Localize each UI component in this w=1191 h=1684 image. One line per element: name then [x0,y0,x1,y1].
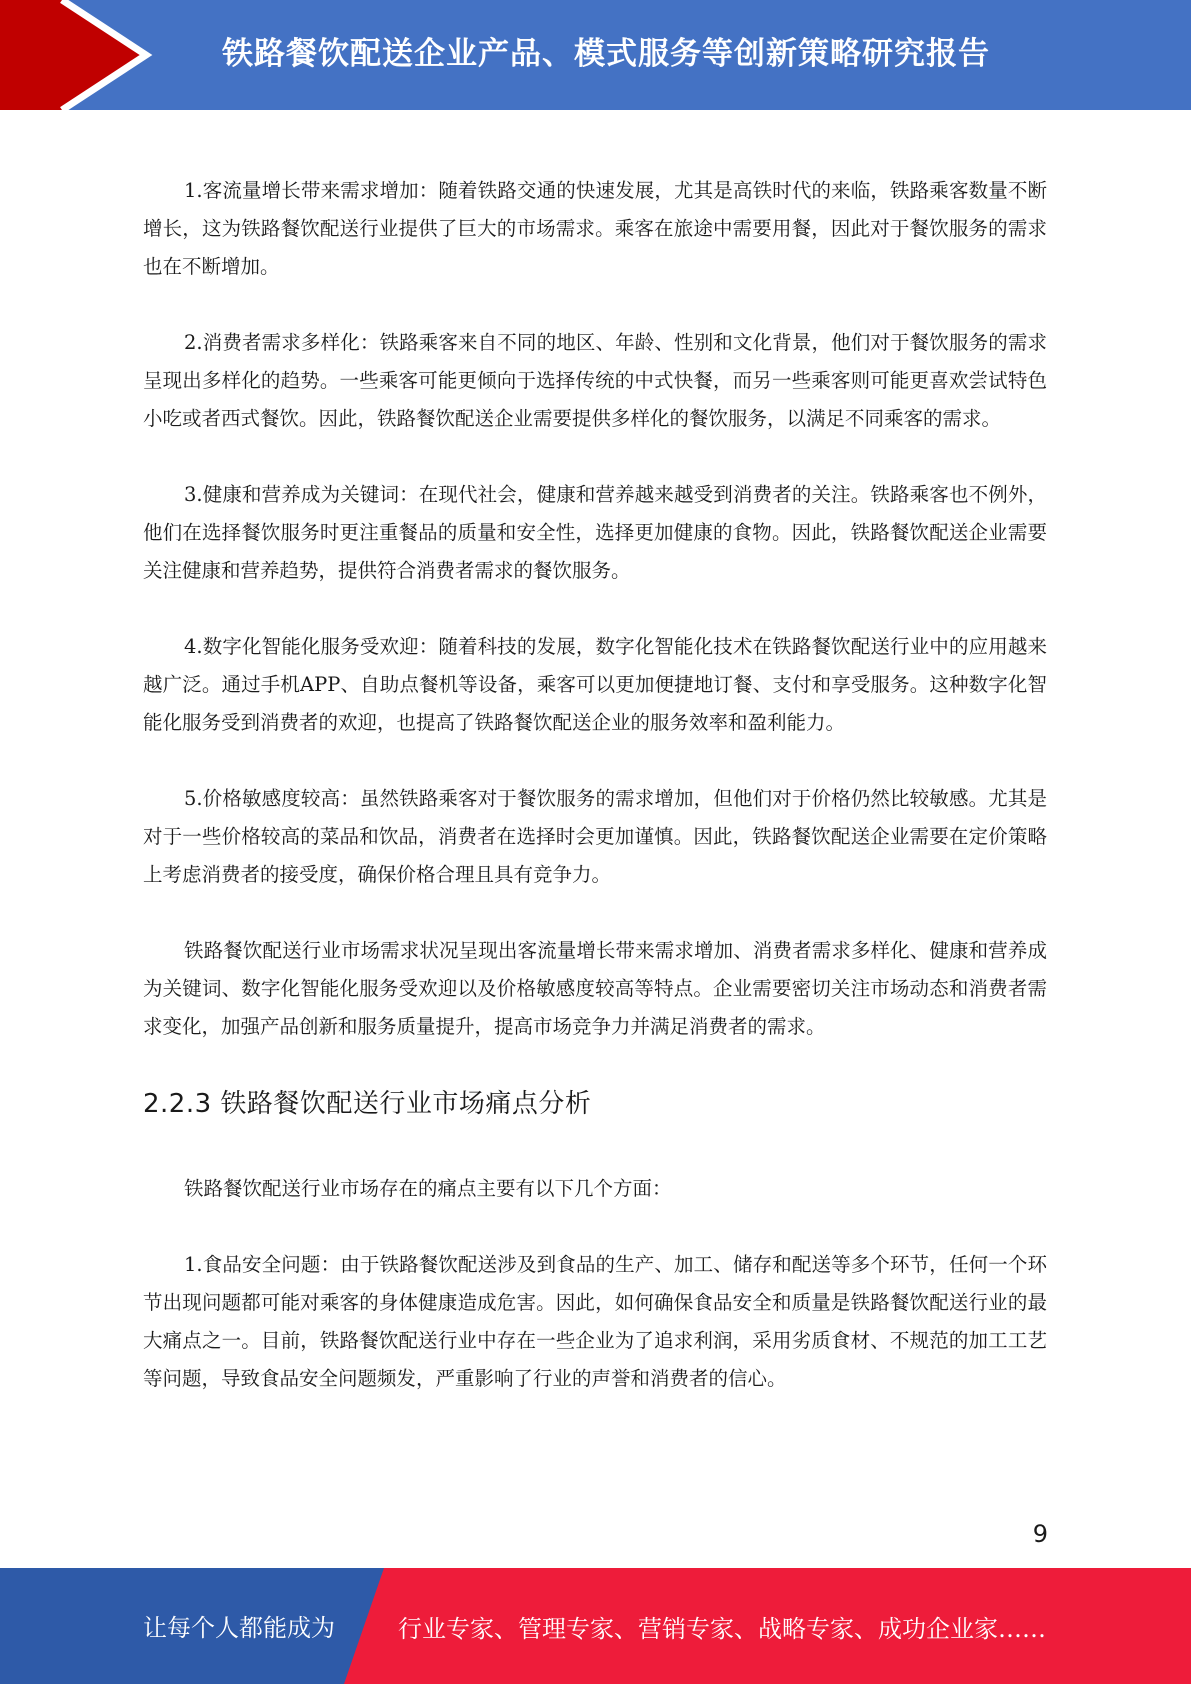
report-title: 铁路餐饮配送企业产品、模式服务等创新策略研究报告 [222,36,990,72]
header-red-arrow-icon [0,0,160,110]
page-number: 9 [1032,1520,1048,1548]
footer-slogan-left: 让每个人都能成为 [143,1614,335,1642]
document-body [143,172,1047,1436]
footer-slogan-right: 行业专家、管理专家、营销专家、战略专家、成功企业家…… [398,1615,1046,1643]
page-header [0,0,1191,110]
paragraph-health-nutrition: 3.健康和营养成为关键词：在现代社会，健康和营养越来越受到消费者的关注。铁路乘客也不例外，他们在选择餐饮服务时更注重餐品的质量和安全性，选择更加健康的食物。因此，铁路餐饮配送企业需要关注健康和营养趋势，提供符合消费者需求的餐饮服务。 [143,483,1047,582]
page-footer [0,1568,1191,1684]
paragraph-food-safety: 1.食品安全问题：由于铁路餐饮配送涉及到食品的生产、加工、储存和配送等多个环节，任何一个环节出现问题都可能对乘客的身体健康造成危害。因此，如何确保食品安全和质量是铁路餐饮配送行业的最大痛点之一。目前，铁路餐饮配送行业中存在一些企业为了追求利润，采用劣质食材、不规范的加工工艺等问题，导致食品安全问题频发，严重影响了行业的声誉和消费者的信心。 [143,1253,1047,1390]
section-heading: 2.2.3 铁路餐饮配送行业市场痛点分析 [143,1089,592,1119]
paragraph-diverse-needs: 2.消费者需求多样化：铁路乘客来自不同的地区、年龄、性别和文化背景，他们对于餐饮服务的需求呈现出多样化的趋势。一些乘客可能更倾向于选择传统的中式快餐，而另一些乘客则可能更喜欢尝试特色小吃或者西式餐饮。因此，铁路餐饮配送企业需要提供多样化的餐饮服务，以满足不同乘客的需求。 [143,331,1047,430]
paragraph-demand-growth: 1.客流量增长带来需求增加：随着铁路交通的快速发展，尤其是高铁时代的来临，铁路乘客数量不断增长，这为铁路餐饮配送行业提供了巨大的市场需求。乘客在旅途中需要用餐，因此对于餐饮服务的需求也在不断增加。 [143,179,1047,278]
paragraph-digital-services: 4.数字化智能化服务受欢迎：随着科技的发展，数字化智能化技术在铁路餐饮配送行业中的应用越来越广泛。通过手机APP、自助点餐机等设备，乘客可以更加便捷地订餐、支付和享受服务。这种数字化智能化服务受到消费者的欢迎，也提高了铁路餐饮配送企业的服务效率和盈利能力。 [143,635,1047,734]
paragraph-pain-points-intro: 铁路餐饮配送行业市场存在的痛点主要有以下几个方面： [184,1177,672,1200]
paragraph-summary: 铁路餐饮配送行业市场需求状况呈现出客流量增长带来需求增加、消费者需求多样化、健康和营养成为关键词、数字化智能化服务受欢迎以及价格敏感度较高等特点。企业需要密切关注市场动态和消费者需求变化，加强产品创新和服务质量提升，提高市场竞争力并满足消费者的需求。 [143,939,1047,1038]
paragraph-price-sensitivity: 5.价格敏感度较高：虽然铁路乘客对于餐饮服务的需求增加，但他们对于价格仍然比较敏感。尤其是对于一些价格较高的菜品和饮品，消费者在选择时会更加谨慎。因此，铁路餐饮配送企业需要在定价策略上考虑消费者的接受度，确保价格合理且具有竞争力。 [143,787,1047,886]
